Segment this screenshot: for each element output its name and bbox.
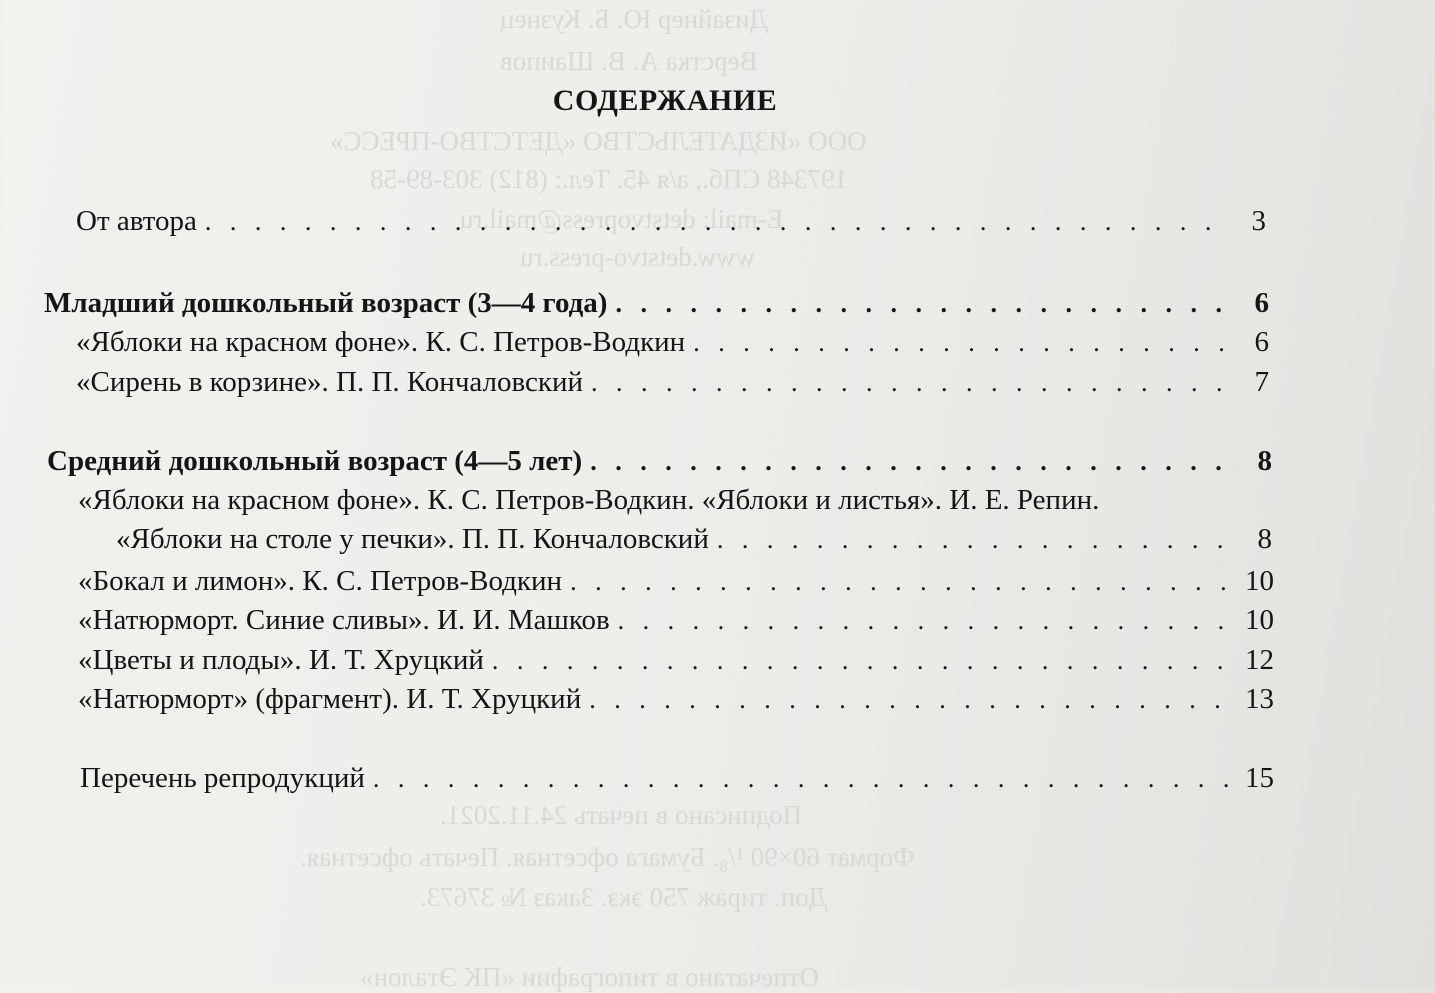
bleed-through-line: E-mail: detstvopress@mail.ru: [460, 204, 784, 234]
toc-entry: [76, 364, 1269, 401]
dot-leader: [589, 682, 1236, 718]
toc-page-number: 6: [1254, 326, 1269, 358]
toc-page-number: 10: [1245, 604, 1274, 636]
dot-leader: [717, 522, 1234, 558]
dot-leader: [618, 603, 1236, 639]
toc-entry-intro: [76, 203, 1266, 240]
toc-page-number: 3: [1251, 205, 1266, 237]
toc-page-number: 10: [1245, 565, 1274, 597]
bleed-through-line: 197348 СПб., а/я 45. Тел.: (812) 303-89-58: [370, 164, 849, 194]
toc-entry-label: «Бокал и лимон». К. С. Петров-Водкин: [78, 565, 563, 597]
toc-entry-label: «Натюрморт» (фрагмент). И. Т. Хруцкий: [78, 683, 582, 715]
page-title: СОДЕРЖАНИЕ: [552, 84, 778, 117]
dot-leader: [373, 761, 1236, 797]
toc-entry-reproductions: [80, 760, 1274, 797]
toc-entry: [78, 563, 1274, 600]
bleed-through-line: ООО «ИЗДАТЕЛЬСТВО «ДЕТСТВО-ПРЕСС»: [330, 126, 867, 156]
toc-entry: [76, 324, 1269, 361]
toc-entry-label: «Яблоки на столе у печки». П. П. Кончаловский: [116, 523, 709, 555]
toc-section-middle: [47, 443, 1272, 480]
toc-entry-label: «Натюрморт. Синие сливы». И. И. Машков: [78, 604, 610, 636]
toc-entry: [78, 642, 1274, 679]
dot-leader: [570, 564, 1236, 600]
dot-leader: [693, 325, 1231, 361]
toc-entry: [116, 521, 1272, 558]
toc-entry-label: «Яблоки на красном фоне». К. С. Петров-Водкин: [76, 326, 686, 358]
bleed-through-line: Подписано в печать 24.11.2021.: [440, 800, 803, 830]
toc-entry-label: Перечень репродукций: [80, 762, 365, 794]
bleed-through-line: Формат 60×90 ¹/₈. Бумага офсетная. Печать офсетная.: [300, 842, 915, 872]
toc-entry-label: От автора: [76, 205, 197, 237]
toc-entry-first-line: «Яблоки на красном фоне». К. С. Петров-Водкин. «Яблоки и листья». И. Е. Репин.: [78, 484, 1100, 516]
dot-leader: [615, 286, 1231, 322]
toc-section-junior: [44, 285, 1269, 322]
dot-leader: [590, 444, 1234, 480]
toc-page-number: 7: [1254, 366, 1269, 398]
toc-entry: [78, 681, 1274, 718]
toc-page-number: 6: [1254, 287, 1269, 319]
toc-entry-label: «Сирень в корзине». П. П. Кончаловский: [76, 366, 584, 398]
toc-page-number: 12: [1245, 644, 1274, 676]
dot-leader: [492, 643, 1236, 679]
toc-page-number: 13: [1245, 683, 1274, 715]
dot-leader: [591, 365, 1231, 401]
toc-page-number: 15: [1245, 762, 1274, 794]
dot-leader: [205, 204, 1228, 240]
bleed-through-line: Дизайнер Ю. Б. Кузнец: [500, 4, 768, 34]
bleed-through-line: www.detstvo-press.ru: [520, 242, 756, 272]
toc-entry-label: «Цветы и плоды». И. Т. Хруцкий: [78, 644, 484, 676]
bleed-through-line: Доп. тираж 750 экз. Заказ № 37673.: [420, 882, 828, 912]
toc-entry: [78, 602, 1274, 639]
toc-section-label: Младший дошкольный возраст (3—4 года): [44, 287, 608, 319]
toc-page-number: 8: [1257, 523, 1272, 555]
bleed-through-line: Верстка А. В. Шаипов: [500, 46, 758, 76]
toc-section-label: Средний дошкольный возраст (4—5 лет): [47, 445, 583, 477]
bleed-through-line: Отпечатано в типографии «ПК Эталон»: [360, 962, 819, 992]
toc-page-number: 8: [1257, 445, 1272, 477]
